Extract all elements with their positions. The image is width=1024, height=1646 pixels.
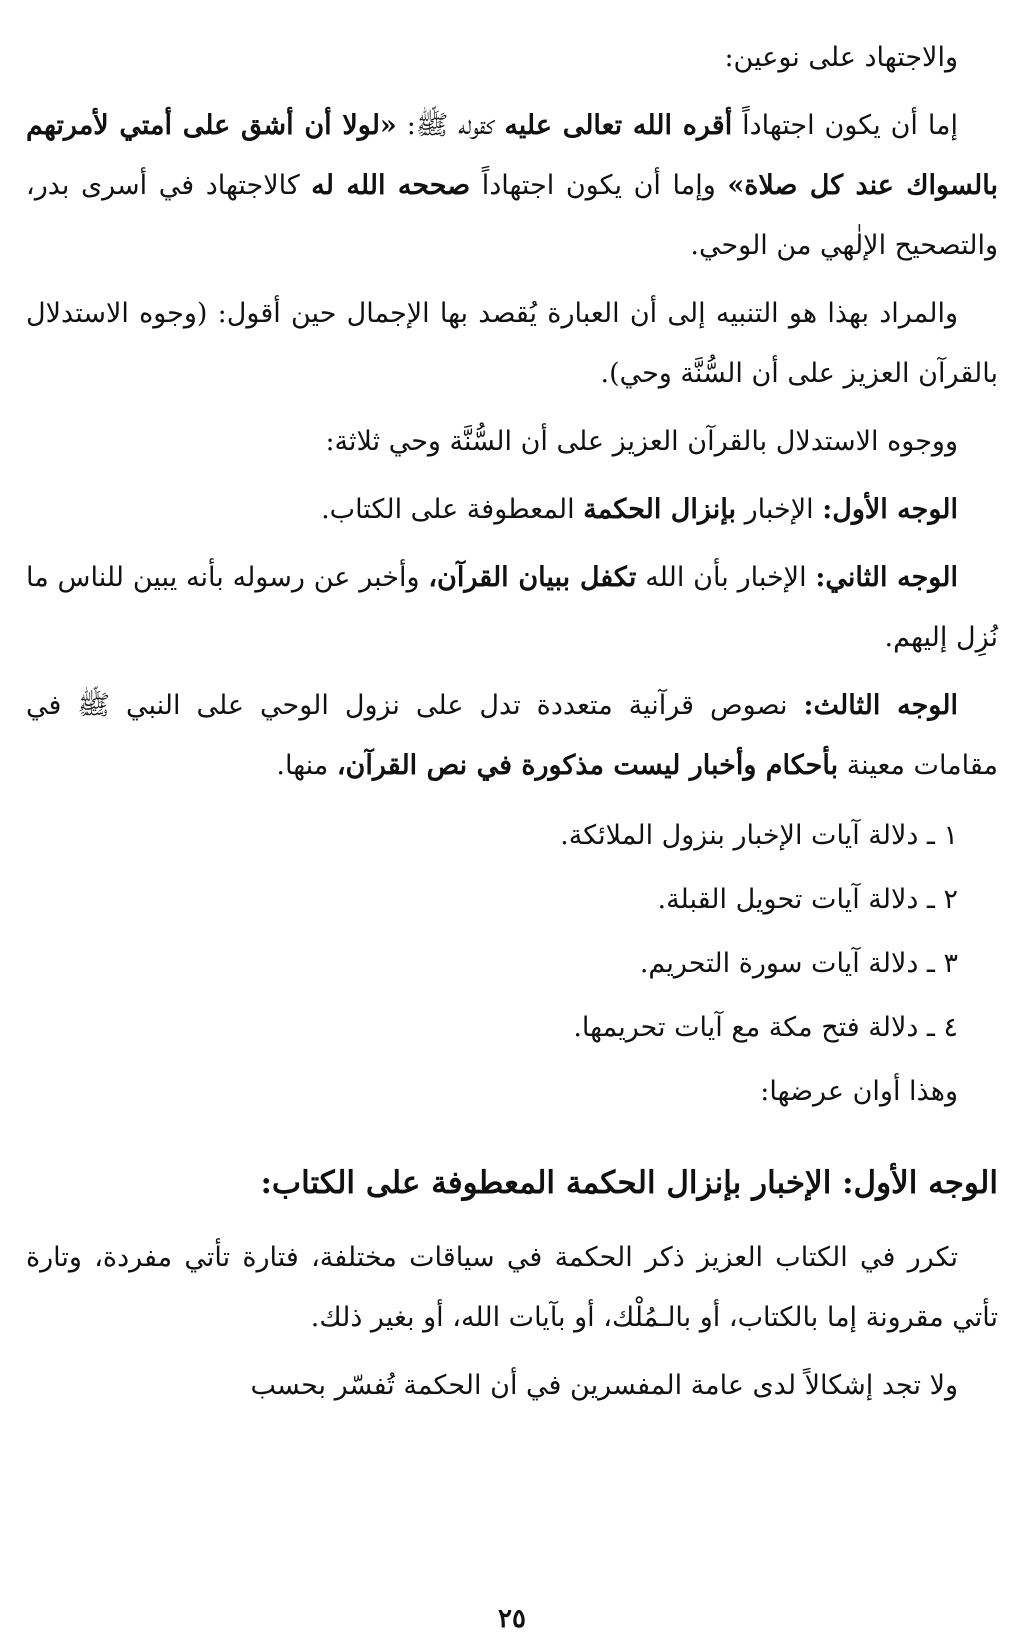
text-segment: الإخبار بأن الله (636, 562, 816, 593)
text-segment: المعطوفة على الكتاب. (321, 494, 584, 525)
list-closing: وهذا أوان عرضها: (760, 1076, 958, 1107)
paragraph-types-of-ijtihad: والاجتهاد على نوعين: (724, 42, 958, 73)
paragraph-second-aspect (26, 548, 998, 668)
text-segment: نصوص قرآنية متعددة تدل على نزول الوحي على النبي ﷺ في مقامات معينة (26, 690, 998, 781)
aspect-label-third: الوجه الثالث: (803, 690, 958, 721)
list-item: ٤ ـ دلالة فتح مكة مع آيات تحريمها. (573, 1012, 958, 1043)
paragraph-third-aspect (26, 676, 998, 796)
list-item: ٢ ـ دلالة آيات تحويل القبلة. (657, 884, 958, 915)
section-heading: الوجه الأول: الإخبار بإنزال الحكمة المعطوفة على الكتاب: (260, 1165, 998, 1201)
text-segment: وأخبر عن رسوله بأنه يبين للناس ما نُزِل إليهم. (26, 562, 998, 653)
bold-phrase-approved: أقره الله تعالى عليه (504, 110, 733, 141)
list-item: ١ ـ دلالة آيات الإخبار بنزول الملائكة. (560, 820, 958, 851)
list-item: ٣ ـ دلالة آيات سورة التحريم. (639, 948, 958, 979)
text-segment: كقوله ﷺ: (396, 110, 505, 141)
aspect-label-first: الوجه الأول: (822, 494, 958, 525)
bold-phrase-rulings: بأحكام وأخبار ليست مذكورة في نص القرآن، (336, 750, 839, 781)
section-paragraph: تكرر في الكتاب العزيز ذكر الحكمة في سياقات مختلفة، فتارة تأتي مفردة، وتارة تأتي مقرونة إما بالكتاب، أو بالـمُلْك، أو بآيات الله، أو بغير ذلك. (26, 1242, 998, 1333)
page-number: ٢٥ (498, 1604, 526, 1634)
paragraph-first-aspect (26, 480, 998, 540)
bold-phrase-explanation: تكفل ببيان القرآن، (428, 562, 637, 593)
text-segment: إما أن يكون اجتهاداً (732, 110, 959, 141)
text-segment: وإما أن يكون اجتهاداً (470, 170, 728, 201)
bold-phrase-corrected: صححه الله له (311, 170, 471, 201)
hadith-quote: «لولا أن أشق على أمتي لأمرتهم بالسواك عند كل صلاة» (26, 110, 999, 201)
aspect-label-second: الوجه الثاني: (815, 562, 958, 593)
paragraph-meaning: والمراد بهذا هو التنبيه إلى أن العبارة يُقصد بها الإجمال حين أقول: (وجوه الاستدلال بالقرآن العزيز على أن السُّنَّة وحي). (26, 298, 998, 389)
paragraph-three-aspects: ووجوه الاستدلال بالقرآن العزيز على أن السُّنَّة وحي ثلاثة: (325, 426, 958, 457)
paragraph-ijtihad-kinds (26, 96, 998, 276)
text-segment: منها. (276, 750, 337, 781)
section-paragraph: ولا تجد إشكالاً لدى عامة المفسرين في أن الحكمة تُفسّر بحسب (250, 1370, 958, 1401)
text-segment: كالاجتهاد في أسرى بدر، والتصحيح الإلٰهي من الوحي. (26, 170, 998, 261)
evidence-list (26, 804, 998, 1124)
bold-phrase-wisdom: بإنزال الحكمة (583, 494, 737, 525)
text-segment: الإخبار (736, 494, 823, 525)
